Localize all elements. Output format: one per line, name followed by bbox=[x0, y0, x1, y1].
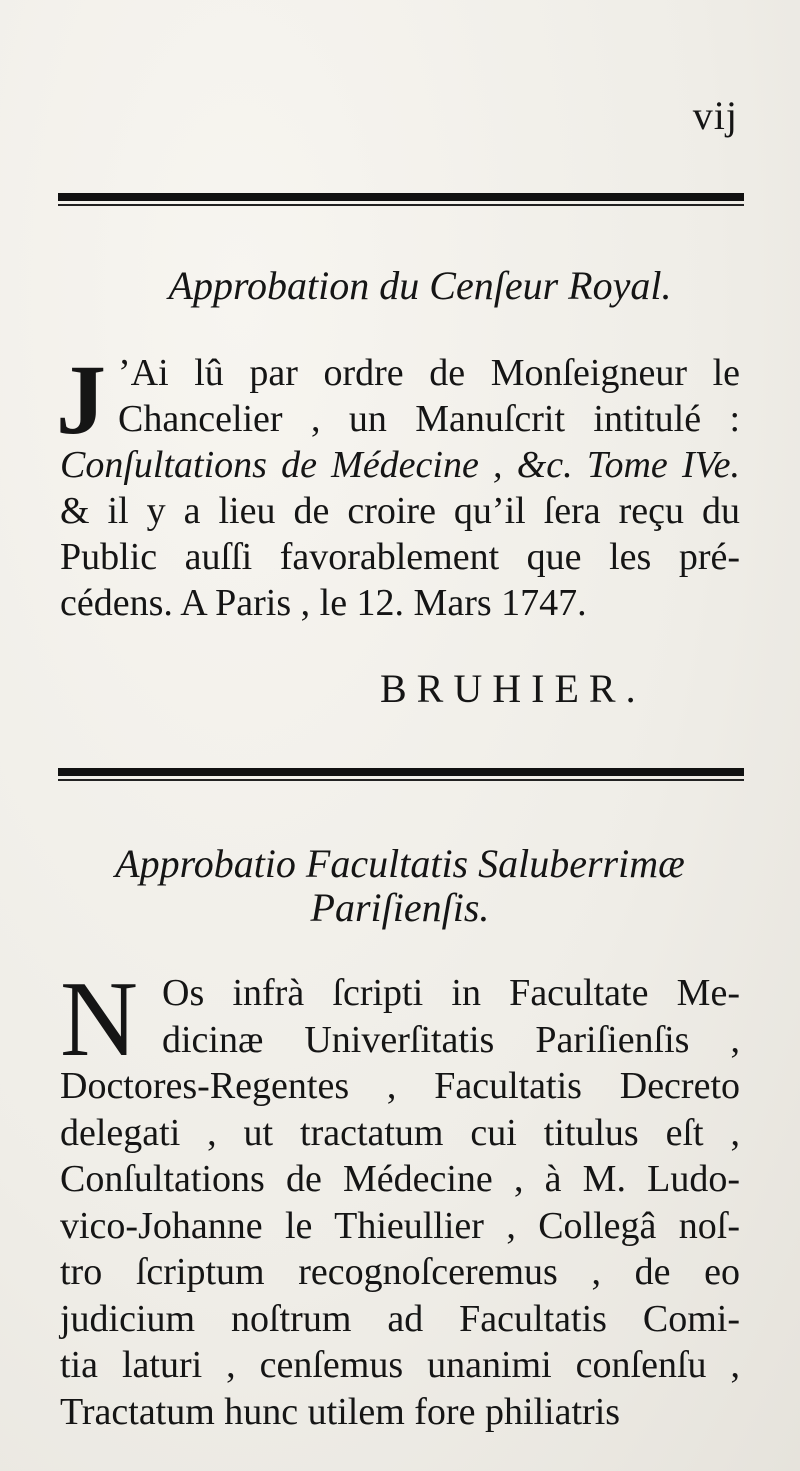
faculty-approval-heading: Approbatio Facultatis Saluberrimæ bbox=[115, 841, 685, 886]
rule-thin-line bbox=[58, 779, 744, 781]
text-line: Public auſſi favorablement que les pré- bbox=[60, 536, 740, 578]
faculty-approval-text bbox=[60, 970, 740, 1435]
rule-thick-line bbox=[58, 768, 744, 776]
text-line: dicinæ Univerſitatis Pariſienſis , bbox=[162, 1018, 740, 1061]
rule-thick-line bbox=[58, 193, 744, 201]
drop-cap-j: J bbox=[56, 344, 106, 455]
text-line: delegati , ut tractatum cui titulus eſt , bbox=[60, 1111, 740, 1154]
text-line: Os infrà ſcripti in Facultate Me- bbox=[162, 972, 740, 1014]
text-line: Tractatum hunc utilem fore philiatris bbox=[60, 1390, 621, 1433]
text-line: Conſultations de Médecine , &c. Tome IVe. bbox=[60, 444, 740, 486]
text-line: tia laturi , cenſemus unanimi conſenſu , bbox=[60, 1344, 740, 1386]
text-line: ’Ai lû par ordre de Monſeigneur le bbox=[118, 352, 740, 394]
page-number: vij bbox=[692, 93, 738, 138]
ornamental-rule-middle bbox=[58, 768, 744, 782]
text-line: vico-Johanne le Thieullier , Collegâ noſ- bbox=[60, 1204, 740, 1247]
rule-thin-line bbox=[58, 204, 744, 206]
text-line: & il y a lieu de croire qu’il ſera reçu du bbox=[60, 490, 740, 532]
text-line: judicium noſtrum ad Facultatis Comi- bbox=[60, 1297, 740, 1340]
censor-approval-text bbox=[60, 350, 740, 626]
censor-signature: BRUHIER. bbox=[380, 666, 646, 711]
text-line: Conſultations de Médecine , à M. Ludo- bbox=[60, 1158, 740, 1200]
ornamental-rule-top bbox=[58, 193, 744, 207]
censor-approval-heading: Approbation du Cenſeur Royal. bbox=[168, 263, 672, 308]
text-line: cédens. A Paris , le 12. Mars 1747. bbox=[60, 582, 587, 624]
text-line: tro ſcriptum recognoſceremus , de eo bbox=[60, 1251, 740, 1293]
text-line: Chancelier , un Manuſcrit intitulé : bbox=[118, 398, 740, 440]
text-line: Doctores-Regentes , Facultatis Decreto bbox=[60, 1065, 740, 1107]
drop-cap-n: N bbox=[60, 960, 138, 1079]
faculty-approval-subheading: Pariſienſis. bbox=[310, 885, 490, 930]
